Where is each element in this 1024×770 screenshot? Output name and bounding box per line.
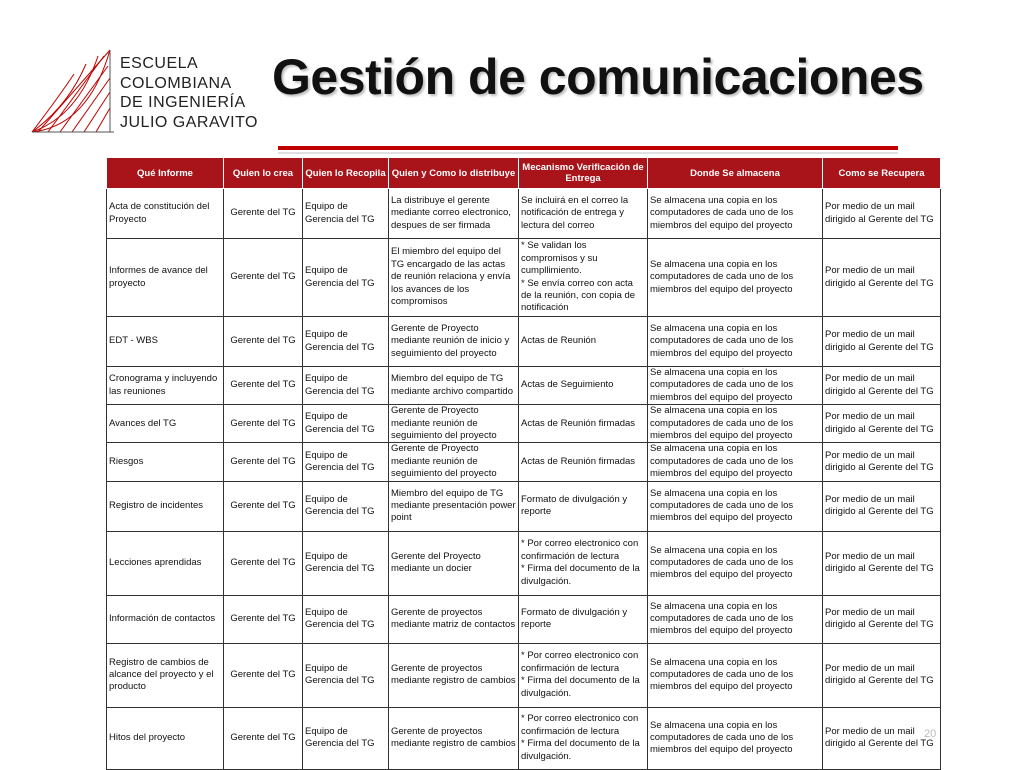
table-cell: Gerente de proyectos mediante registro de cambios [389, 643, 519, 707]
column-header: Quien y Como lo distribuye [389, 158, 519, 189]
table-cell: Actas de Reunión firmadas [519, 443, 648, 481]
page-title: Gestión de comunicaciones [272, 49, 924, 105]
table-row [107, 643, 941, 707]
table-cell: Equipo de Gerencia del TG [303, 481, 389, 531]
table-cell: Gerente del Proyecto mediante un docier [389, 531, 519, 595]
table-cell: Por medio de un mail dirigido al Gerente del TG [823, 643, 941, 707]
table-cell: Equipo de Gerencia del TG [303, 443, 389, 481]
table-cell: Registro de incidentes [107, 481, 224, 531]
table-cell: Registro de cambios de alcance del proyecto y el producto [107, 643, 224, 707]
school-logo [28, 46, 260, 138]
column-header: Donde Se almacena [648, 158, 823, 189]
table-cell: Por medio de un mail dirigido al Gerente del TG [823, 405, 941, 443]
table-cell: Se almacena una copia en los computadores de cada uno de los miembros del equipo del proyecto [648, 367, 823, 405]
table-cell: Acta de constitución del Proyecto [107, 189, 224, 239]
table-cell: Gerente de proyectos mediante matriz de contactos [389, 595, 519, 643]
table-cell: Por medio de un mail dirigido al Gerente del TG [823, 531, 941, 595]
table-header-row [107, 158, 941, 189]
column-header: Qué Informe [107, 158, 224, 189]
table-cell: Se almacena una copia en los computadores de cada uno de los miembros del equipo del proyecto [648, 443, 823, 481]
table-cell: Se almacena una copia en los computadores de cada uno de los miembros del equipo del proyecto [648, 595, 823, 643]
table-cell: La distribuye el gerente mediante correo electronico, despues de ser firmada [389, 189, 519, 239]
logo-line: COLOMBIANA [120, 74, 232, 92]
column-header: Mecanismo Verificación de Entrega [519, 158, 648, 189]
logo-arc-icon [28, 46, 118, 138]
table-cell: * Se validan los compromisos y su cumpllimiento. * Se envía correo con acta de la reunión, con copia de notificación [519, 239, 648, 317]
table-cell: Gerente de Proyecto mediante reunión de seguimiento del proyecto [389, 443, 519, 481]
table-cell: Formato de divulgación y reporte [519, 481, 648, 531]
table-cell: Informes de avance del proyecto [107, 239, 224, 317]
table-row [107, 531, 941, 595]
table-cell: Gerente del TG [224, 405, 303, 443]
table-cell: Actas de Reunión [519, 317, 648, 367]
title-divider-shadow [278, 152, 898, 154]
table-cell: Por medio de un mail dirigido al Gerente del TG [823, 189, 941, 239]
table-cell: Equipo de Gerencia del TG [303, 531, 389, 595]
table-row [107, 189, 941, 239]
table-cell: Por medio de un mail dirigido al Gerente del TG [823, 481, 941, 531]
table-cell: Gerente del TG [224, 707, 303, 769]
communications-table-wrapper [106, 157, 940, 770]
logo-line: ESCUELA [120, 55, 199, 72]
table-body [107, 189, 941, 770]
table-cell: Gerente del TG [224, 189, 303, 239]
communications-table [106, 157, 941, 770]
table-cell: Por medio de un mail dirigido al Gerente del TG [823, 239, 941, 317]
table-row [107, 443, 941, 481]
table-row [107, 405, 941, 443]
logo-line: DE INGENIERÍA [120, 94, 246, 111]
table-cell: Gerente del TG [224, 239, 303, 317]
page-number: 20 [924, 728, 937, 740]
table-cell: Se almacena una copia en los computadores de cada uno de los miembros del equipo del proyecto [648, 189, 823, 239]
table-cell: Se almacena una copia en los computadores de cada uno de los miembros del equipo del proyecto [648, 481, 823, 531]
table-cell: Equipo de Gerencia del TG [303, 405, 389, 443]
table-cell: Gerente del TG [224, 643, 303, 707]
table-cell: Por medio de un mail dirigido al Gerente del TG [823, 443, 941, 481]
table-cell: Avances del TG [107, 405, 224, 443]
table-cell: Se almacena una copia en los computadores de cada uno de los miembros del equipo del proyecto [648, 531, 823, 595]
table-cell: Equipo de Gerencia del TG [303, 643, 389, 707]
column-header: Como se Recupera [823, 158, 941, 189]
table-cell: * Por correo electronico con confirmación de lectura * Firma del documento de la divulgación. [519, 643, 648, 707]
table-cell: Se almacena una copia en los computadores de cada uno de los miembros del equipo del proyecto [648, 239, 823, 317]
table-row [107, 239, 941, 317]
table-cell: Por medio de un mail dirigido al Gerente del TG [823, 317, 941, 367]
table-cell: Por medio de un mail dirigido al Gerente del TG [823, 367, 941, 405]
table-cell: EDT - WBS [107, 317, 224, 367]
table-cell: Se almacena una copia en los computadores de cada uno de los miembros del equipo del proyecto [648, 707, 823, 769]
table-cell: Gerente de Proyecto mediante reunión de inicio y seguimiento del proyecto [389, 317, 519, 367]
table-cell: Miembro del equipo de TG mediante presentación power point [389, 481, 519, 531]
table-row [107, 707, 941, 769]
table-cell: Equipo de Gerencia del TG [303, 595, 389, 643]
table-cell: Actas de Reunión firmadas [519, 405, 648, 443]
table-cell: Equipo de Gerencia del TG [303, 239, 389, 317]
table-cell: Equipo de Gerencia del TG [303, 707, 389, 769]
table-cell: Gerente del TG [224, 367, 303, 405]
table-cell: * Por correo electronico con confirmación de lectura * Firma del documento de la divulgación. [519, 531, 648, 595]
table-cell: Cronograma y incluyendo las reuniones [107, 367, 224, 405]
column-header: Quien lo Recopila [303, 158, 389, 189]
table-cell: Se almacena una copia en los computadores de cada uno de los miembros del equipo del proyecto [648, 643, 823, 707]
table-cell: Gerente del TG [224, 595, 303, 643]
table-cell: Gerente del TG [224, 531, 303, 595]
table-row [107, 317, 941, 367]
table-cell: Gerente del TG [224, 481, 303, 531]
table-cell: Actas de Seguimiento [519, 367, 648, 405]
table-cell: Por medio de un mail dirigido al Gerente del TG [823, 707, 941, 769]
table-cell: * Por correo electronico con confirmación de lectura * Firma del documento de la divulgación. [519, 707, 648, 769]
table-cell: Gerente del TG [224, 443, 303, 481]
table-cell: Se incluirá en el correo la notificación de entrega y lectura del correo [519, 189, 648, 239]
table-cell: Gerente del TG [224, 317, 303, 367]
table-cell: Equipo de Gerencia del TG [303, 189, 389, 239]
table-cell: Gerente de proyectos mediante registro de cambios [389, 707, 519, 769]
table-cell: Formato de divulgación y reporte [519, 595, 648, 643]
logo-line: JULIO GARAVITO [120, 113, 258, 131]
logo-text [120, 54, 258, 132]
table-cell: Se almacena una copia en los computadores de cada uno de los miembros del equipo del proyecto [648, 405, 823, 443]
title-divider [278, 146, 898, 150]
table-cell: Información de contactos [107, 595, 224, 643]
table-cell: Miembro del equipo de TG mediante archivo compartido [389, 367, 519, 405]
table-cell: Equipo de Gerencia del TG [303, 367, 389, 405]
table-cell: Por medio de un mail dirigido al Gerente del TG [823, 595, 941, 643]
table-row [107, 595, 941, 643]
table-row [107, 481, 941, 531]
table-cell: Se almacena una copia en los computadores de cada uno de los miembros del equipo del proyecto [648, 317, 823, 367]
table-row [107, 367, 941, 405]
table-cell: Equipo de Gerencia del TG [303, 317, 389, 367]
column-header: Quien lo crea [224, 158, 303, 189]
table-cell: Gerente de Proyecto mediante reunión de seguimiento del proyecto [389, 405, 519, 443]
table-cell: Hitos del proyecto [107, 707, 224, 769]
table-cell: Lecciones aprendidas [107, 531, 224, 595]
table-cell: Riesgos [107, 443, 224, 481]
table-cell: El miembro del equipo del TG encargado de las actas de reunión relaciona y envía los avances de los compromisos [389, 239, 519, 317]
